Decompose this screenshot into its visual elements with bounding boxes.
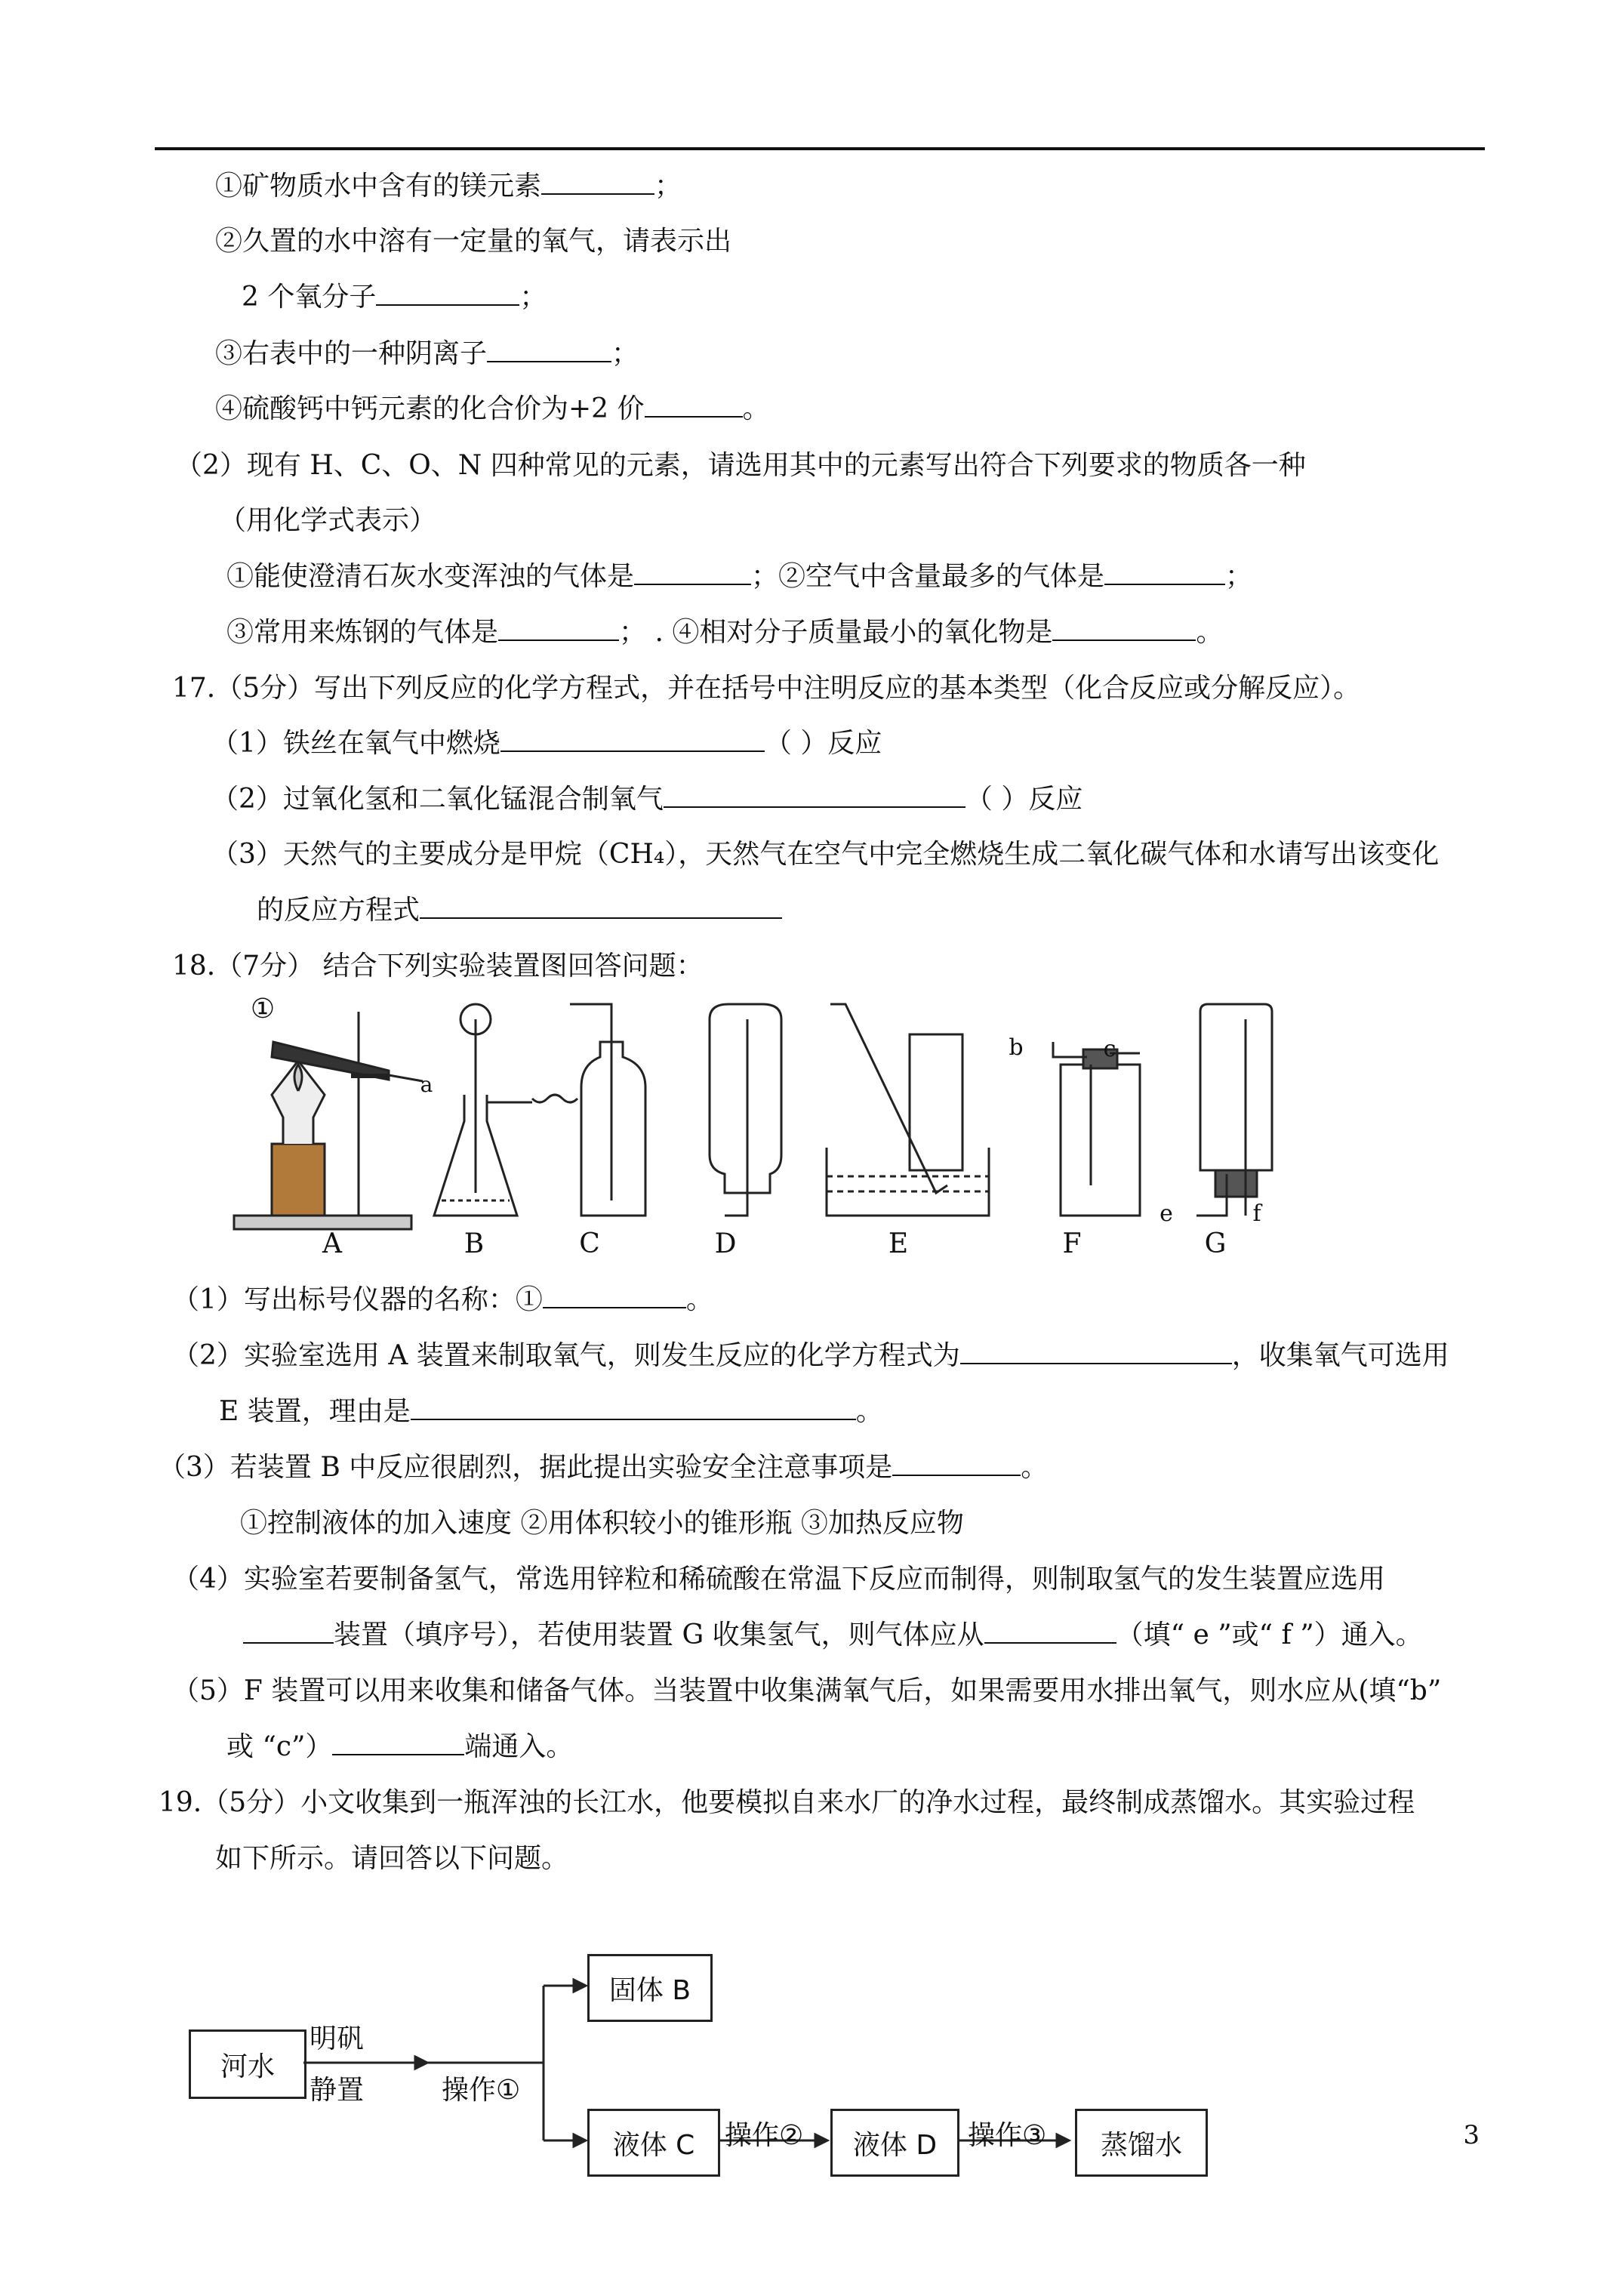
q2-item-2: ；②空气中含量最多的气体是 (751, 561, 1105, 592)
q1-item-2: ②久置的水中溶有一定量的氧气，请表示出 (215, 226, 732, 257)
q17-item-3b (257, 894, 782, 927)
answer-blank[interactable] (1052, 617, 1196, 641)
punct: ； (519, 282, 547, 313)
q2-item-3: ③常用来炼钢的气体是 (226, 617, 499, 648)
q2-row-1 (226, 560, 1252, 593)
q18-item-1-text: （1）写出标号仪器的名称：① (172, 1284, 543, 1315)
punct: ； (654, 171, 682, 202)
mark-1: ① (250, 994, 276, 1025)
answer-blank[interactable] (1104, 561, 1225, 585)
apparatus-f (1053, 1042, 1140, 1216)
q18-item-1 (172, 1284, 713, 1317)
flow-op2: 操作② (725, 2120, 804, 2151)
punct: 。 (685, 1284, 713, 1315)
q18-item-4c-text: （填“ e ”或“ f ”）通入。 (1116, 1620, 1423, 1650)
q17-item-3: （3）天然气的主要成分是甲烷（CH₄），天然气在空气中完全燃烧生成二氧化碳气体和水请写出该变化 (211, 839, 1440, 870)
answer-blank[interactable] (664, 784, 965, 808)
answer-blank[interactable] (332, 1731, 464, 1755)
answer-blank[interactable] (500, 728, 765, 752)
answer-blank[interactable] (541, 171, 654, 195)
label-a: A (322, 1228, 342, 1259)
punct: ； (611, 338, 639, 369)
q18-item-2 (172, 1339, 1449, 1373)
flow-liquid-d-text: 液体 D (852, 2129, 938, 2161)
flow-box-liquid-c (587, 2109, 720, 2177)
q18-item-2c (219, 1395, 883, 1428)
flow-alum: 明矾 (310, 2023, 365, 2054)
q19-title: 19.（5分）小文收集到一瓶浑浊的长江水，他要模拟自来水厂的净水过程，最终制成蒸馏水。其实验过程 (159, 1787, 1415, 1818)
flow-op1: 操作① (442, 2075, 521, 2106)
answer-blank[interactable] (487, 338, 611, 362)
answer-blank[interactable] (892, 1452, 1021, 1476)
apparatus-d (710, 1004, 781, 1216)
q18-item-3 (159, 1451, 1048, 1484)
q18-item-2c-text: E 装置，理由是 (219, 1396, 411, 1427)
label-e: E (888, 1228, 909, 1259)
answer-blank[interactable] (960, 1340, 1232, 1364)
q1-item-4-text: ④硫酸钙中钙元素的化合价为+2 价 (215, 393, 645, 424)
flow-settle: 静置 (310, 2075, 365, 2106)
q2-row-2 (226, 616, 1223, 649)
label-g: G (1204, 1228, 1227, 1259)
q17-item-3b-text: 的反应方程式 (257, 895, 420, 926)
q18-item-4: （4）实验室若要制备氢气，常选用锌粒和稀硫酸在常温下反应而制得，则制取氢气的发生装置应选用 (172, 1564, 1385, 1595)
apparatus-g (1196, 1004, 1272, 1216)
q2-item-4: ； . ④相对分子质量最小的氧化物是 (619, 617, 1053, 648)
label-b: B (463, 1228, 485, 1259)
answer-blank[interactable] (645, 393, 743, 418)
label-f: F (1062, 1228, 1082, 1259)
answer-blank[interactable] (420, 895, 782, 919)
mark-b: b (1009, 1034, 1024, 1061)
q1-item-3 (215, 337, 639, 371)
apparatus-a (234, 1012, 423, 1229)
q18-item-4b-text: 装置（填序号），若使用装置 G 收集氢气，则气体应从 (334, 1620, 984, 1650)
answer-blank[interactable] (243, 1620, 334, 1644)
q17-item-2 (211, 783, 1083, 816)
apparatus-e (827, 1004, 989, 1216)
page-number: 3 (1463, 2120, 1480, 2150)
apparatus-b (434, 1004, 577, 1216)
q1-item-1 (215, 170, 682, 203)
mark-a: a (420, 1072, 433, 1097)
flow-river-text: 河水 (220, 2051, 275, 2082)
q18-item-5: （5）F 装置可以用来收集和储备气体。当装置中收集满氧气后，如果需要用水排出氧气，则水应从(填“b” (172, 1675, 1442, 1706)
answer-blank[interactable] (984, 1620, 1116, 1644)
answer-blank[interactable] (498, 617, 619, 641)
q1-item-1-text: ①矿物质水中含有的镁元素 (215, 171, 542, 202)
q1-item-4 (215, 393, 770, 426)
q1-item-2b-text: 2 个氧分子 (242, 282, 377, 313)
q17-item-1 (211, 727, 882, 760)
q2-intro-2: （用化学式表示） (219, 505, 437, 536)
header-rule (155, 147, 1485, 150)
q1-item-2b (242, 281, 547, 314)
flow-box-liquid-d (830, 2109, 959, 2177)
answer-blank[interactable] (634, 561, 751, 585)
q18-title: 18.（7分） 结合下列实验装置图回答问题： (172, 951, 704, 982)
answer-blank[interactable] (543, 1284, 686, 1308)
flow-op3: 操作③ (968, 2120, 1047, 2151)
q18-item-5c-text: 端通入。 (464, 1731, 574, 1762)
flow-box-distilled (1075, 2109, 1208, 2177)
q19-title-2: 如下所示。请回答以下问题。 (215, 1843, 569, 1874)
answer-blank[interactable] (411, 1396, 856, 1420)
flow-box-solid-b (587, 1954, 713, 2022)
mark-c: c (1103, 1036, 1116, 1062)
punct: 。 (855, 1396, 883, 1427)
punct: 。 (1021, 1452, 1049, 1483)
punct: ； (1225, 561, 1253, 592)
q17-item-1-text: （1）铁丝在氧气中燃烧 (211, 728, 500, 759)
flow-box-river (189, 2029, 306, 2099)
flow-distilled-text: 蒸馏水 (1100, 2129, 1182, 2161)
q2-item-1: ①能使澄清石灰水变浑浊的气体是 (226, 561, 635, 592)
flow-liquid-c-text: 液体 C (612, 2129, 695, 2161)
q18-item-2-tail: ，收集氧气可选用 (1231, 1340, 1449, 1371)
q17-title: 17.（5分）写出下列反应的化学方程式，并在括号中注明反应的基本类型（化合反应或分解反应）。 (172, 673, 1361, 704)
q18-item-2-text: （2）实验室选用 A 装置来制取氧气，则发生反应的化学方程式为 (172, 1340, 960, 1371)
punct: 。 (1196, 617, 1224, 648)
q18-item-3-text: （3）若装置 B 中反应很剧烈，据此提出实验安全注意事项是 (159, 1452, 893, 1483)
q17-item-1-type: （ ）反应 (764, 728, 882, 759)
q18-item-3-options: ①控制液体的加入速度 ②用体积较小的锥形瓶 ③加热反应物 (240, 1508, 964, 1539)
mark-f: f (1252, 1200, 1261, 1227)
label-c: C (579, 1228, 600, 1259)
mark-e: e (1160, 1200, 1173, 1227)
q17-item-2-type: （ ）反应 (965, 784, 1083, 815)
q18-item-5b (226, 1730, 573, 1764)
q2-intro: （2）现有 H、C、O、N 四种常见的元素，请选用其中的元素写出符合下列要求的物质各一种 (175, 450, 1306, 481)
flow-solid-b-text: 固体 B (608, 1974, 691, 2006)
answer-blank[interactable] (376, 282, 519, 306)
q17-item-2-text: （2）过氧化氢和二氧化锰混合制氧气 (211, 784, 664, 815)
apparatus-c (570, 1004, 645, 1216)
label-d: D (714, 1228, 737, 1259)
q1-item-3-text: ③右表中的一种阴离子 (215, 338, 488, 369)
punct: 。 (742, 393, 770, 424)
q18-item-4b (243, 1619, 1423, 1652)
q18-item-5b-text: 或 “c”） (226, 1731, 333, 1762)
